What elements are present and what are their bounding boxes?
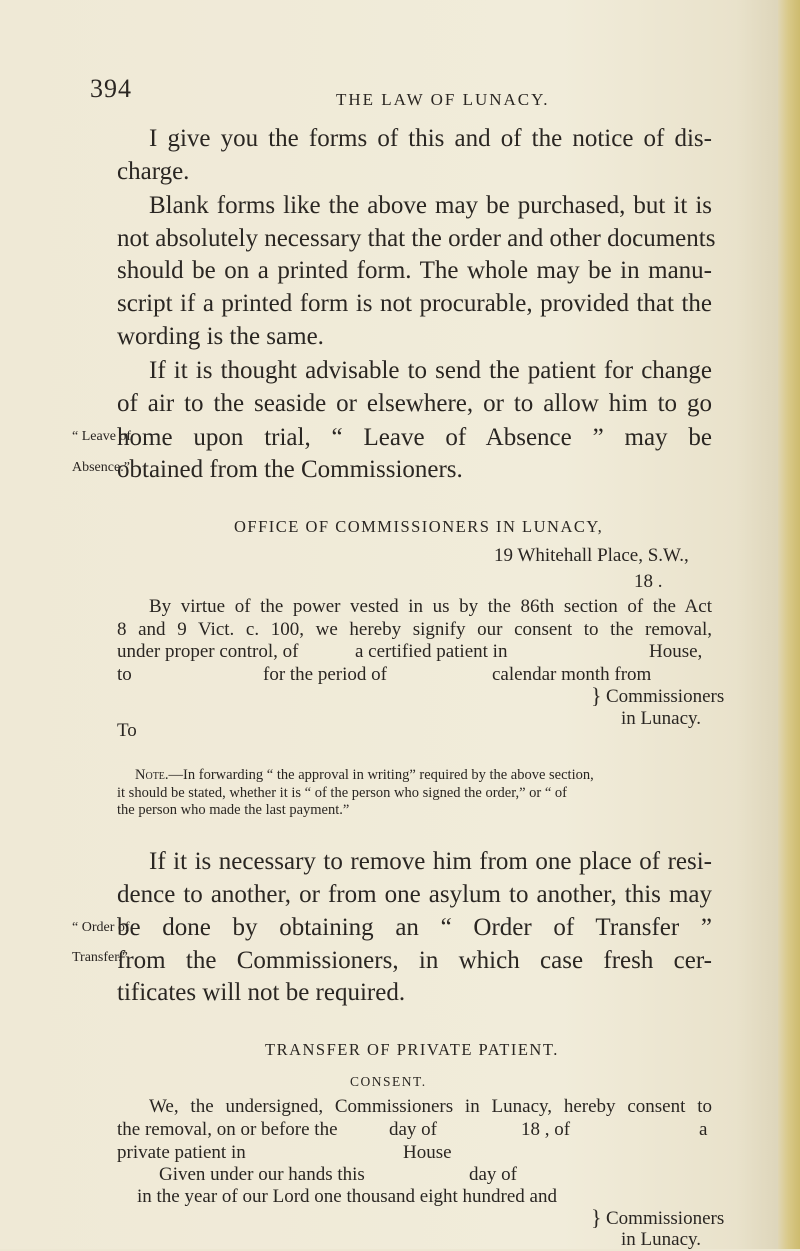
form1-signature-1: Commissioners bbox=[606, 686, 725, 707]
para2-line-5: wording is the same. bbox=[117, 323, 324, 350]
form2-signature-brace: } bbox=[591, 1205, 602, 1230]
form2-signature-1: Commissioners bbox=[606, 1208, 725, 1229]
para3-line-2: of air to the seaside or elsewhere, or to allow him to go bbox=[117, 390, 712, 417]
form1-body-3c: House, bbox=[649, 641, 703, 662]
form1-to: To bbox=[117, 720, 137, 741]
form1-signature-2: in Lunacy. bbox=[621, 708, 702, 729]
form1-note-line-1 bbox=[135, 767, 594, 784]
para4-line-2: dence to another, or from one asylum to another, this may bbox=[117, 881, 712, 908]
form2-body-2a: the removal, on or before the bbox=[117, 1119, 338, 1140]
form1-body-4a: to bbox=[117, 664, 132, 685]
margin-note-leave-1: “ Leave of bbox=[72, 429, 132, 444]
form2-heading: TRANSFER OF PRIVATE PATIENT. bbox=[265, 1040, 559, 1059]
form1-note-line-3: the person who made the last payment.” bbox=[117, 802, 350, 818]
form1-body-3b: a certified patient in bbox=[355, 641, 508, 662]
form2-body-2d: a bbox=[699, 1119, 708, 1140]
margin-note-leave-2: Absence.” bbox=[72, 460, 130, 475]
form2-subheading: CONSENT. bbox=[350, 1074, 427, 1089]
para4-line-3: be done by obtaining an “ Order of Transfer ” bbox=[117, 914, 712, 941]
form1-body-1: By virtue of the power vested in us by the 86th section of the Act bbox=[149, 596, 712, 617]
page-edge bbox=[778, 0, 800, 1249]
margin-note-transfer-2: Transfer.” bbox=[72, 950, 128, 965]
page-number: 394 bbox=[90, 74, 132, 103]
form2-body-4a: Given under our hands this bbox=[159, 1164, 365, 1185]
para1-line-2: charge. bbox=[117, 158, 190, 185]
form1-body-3a: under proper control, of bbox=[117, 641, 299, 662]
para3-line-4: obtained from the Commissioners. bbox=[117, 456, 463, 483]
form1-note-line-2: it should be stated, whether it is “ of the person who signed the order,” or “ of bbox=[117, 785, 568, 801]
para2-line-4: script if a printed form is not procurable, provided that the bbox=[117, 290, 712, 317]
form1-body-4b: for the period of bbox=[263, 664, 387, 685]
form2-body-3b: House bbox=[403, 1142, 452, 1163]
form1-signature-brace: } bbox=[591, 683, 602, 708]
note-label: Note. bbox=[135, 767, 169, 783]
para2-line-3: should be on a printed form. The whole may be in manu- bbox=[117, 257, 712, 284]
form1-date: 18 . bbox=[634, 571, 663, 592]
form1-heading: OFFICE OF COMMISSIONERS IN LUNACY, bbox=[234, 517, 604, 536]
para3-line-1: If it is thought advisable to send the patient for change bbox=[149, 357, 712, 384]
form2-body-4b: day of bbox=[469, 1164, 518, 1185]
running-head: THE LAW OF LUNACY. bbox=[336, 90, 550, 109]
para1-line-1: I give you the forms of this and of the notice of dis- bbox=[149, 125, 712, 152]
form2-body-3a: private patient in bbox=[117, 1142, 246, 1163]
para4-line-4: from the Commissioners, in which case fresh cer- bbox=[117, 947, 712, 974]
para4-line-1: If it is necessary to remove him from one place of resi- bbox=[149, 848, 712, 875]
para3-line-3: home upon trial, “ Leave of Absence ” may be bbox=[117, 424, 712, 451]
para2-line-2: not absolutely necessary that the order and other documents bbox=[117, 225, 716, 252]
para4-line-5: tificates will not be required. bbox=[117, 979, 406, 1006]
form2-body-2b: day of bbox=[389, 1119, 438, 1140]
para2-line-1: Blank forms like the above may be purchased, but it is bbox=[149, 192, 712, 219]
form2-body-2c: 18 , of bbox=[521, 1119, 571, 1140]
form2-signature-2: in Lunacy. bbox=[621, 1229, 702, 1250]
note-text-1: —In forwarding “ the approval in writing” required by the above section, bbox=[168, 767, 594, 783]
form1-body-2: 8 and 9 Vict. c. 100, we hereby signify our consent to the removal, bbox=[117, 619, 712, 640]
form2-body-5: in the year of our Lord one thousand eight hundred and bbox=[137, 1186, 557, 1207]
form1-body-4c: calendar month from bbox=[492, 664, 652, 685]
form2-body-1: We, the undersigned, Commissioners in Lunacy, hereby consent to bbox=[149, 1096, 712, 1117]
form1-address: 19 Whitehall Place, S.W., bbox=[494, 545, 689, 566]
margin-note-transfer-1: “ Order of bbox=[72, 920, 130, 935]
